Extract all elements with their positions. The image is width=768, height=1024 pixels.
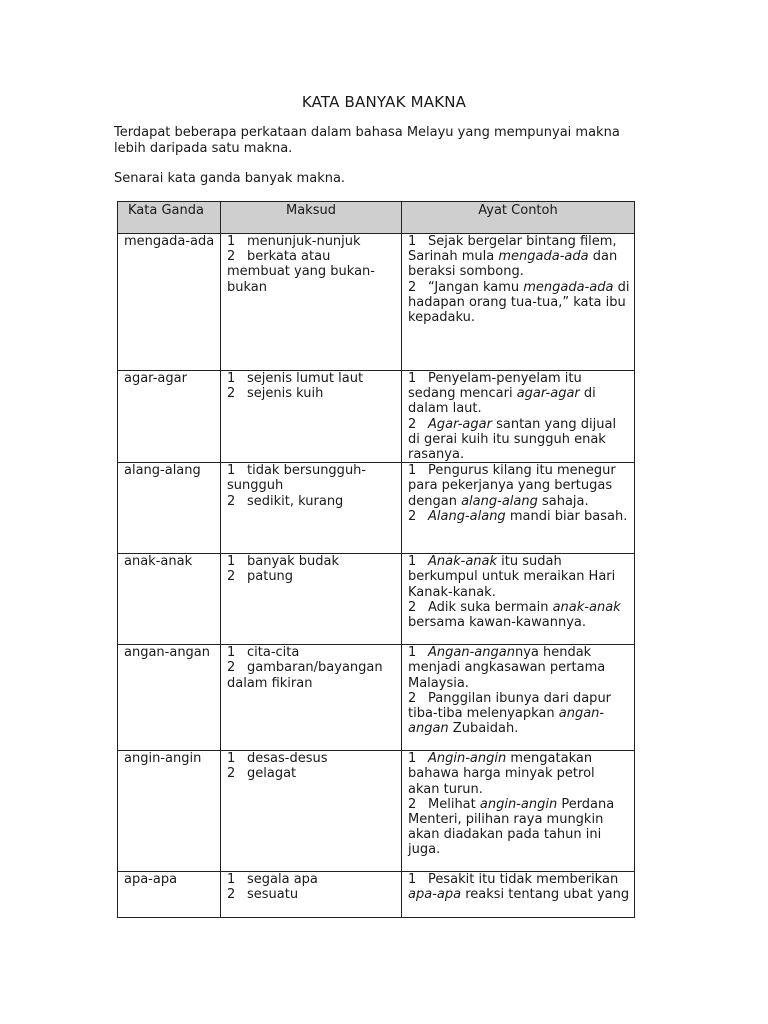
meaning-item: 1 menunjuk-nunjuk xyxy=(227,234,361,249)
cell-word: apa-apa xyxy=(118,872,221,918)
table-header-row xyxy=(118,202,635,234)
cell-example xyxy=(402,371,635,463)
example-sentence: 1 Angan-angannya hendak menjadi angkasawan pertama Malaysia. xyxy=(408,645,606,691)
example-sentence: 1 Angin-angin mengatakan bahawa harga minyak petrol akan turun. xyxy=(408,751,595,797)
table-row xyxy=(118,751,635,872)
cell-example xyxy=(402,645,635,751)
table-row xyxy=(118,872,635,918)
word-table xyxy=(117,201,635,918)
meaning-item: 2 sejenis kuih xyxy=(227,386,324,402)
header-maksud: Maksud xyxy=(221,202,402,234)
header-kata-ganda: Kata Ganda xyxy=(118,202,221,234)
table-row xyxy=(118,371,635,463)
example-sentence: 1 Pesakit itu tidak memberikan apa-apa reaksi tentang ubat yang xyxy=(408,872,630,903)
cell-meaning xyxy=(221,645,402,751)
table-row xyxy=(118,554,635,645)
document-title: KATA BANYAK MAKNA xyxy=(301,93,467,111)
cell-meaning xyxy=(221,463,402,554)
cell-example xyxy=(402,234,635,371)
cell-word: anak-anak xyxy=(118,554,221,645)
meaning-item: 1 cita-cita xyxy=(227,645,300,661)
meaning-item: 1 banyak budak xyxy=(227,554,340,570)
cell-example xyxy=(402,751,635,872)
cell-meaning xyxy=(221,751,402,872)
header-ayat-contoh: Ayat Contoh xyxy=(402,202,635,234)
cell-word: angin-angin xyxy=(118,751,221,872)
meaning-item: 1 sejenis lumut laut xyxy=(227,371,364,386)
example-sentence: 2 Panggilan ibunya dari dapur tiba-tiba melenyapkan angan-angan Zubaidah. xyxy=(408,690,612,737)
example-sentence: 1 Pengurus kilang itu menegur para pekerjanya yang bertugas dengan alang-alang sahaja. xyxy=(408,463,616,509)
cell-meaning xyxy=(221,554,402,645)
meaning-item: 2 patung xyxy=(227,569,294,585)
meaning-item: 2 gelagat xyxy=(227,766,297,782)
cell-meaning xyxy=(221,371,402,463)
cell-meaning xyxy=(221,872,402,918)
meaning-item: 2 sesuatu xyxy=(227,887,299,903)
list-subtitle: Senarai kata ganda banyak makna. xyxy=(114,171,346,186)
table-row xyxy=(118,463,635,554)
example-sentence: 1 Anak-anak itu sudah berkumpul untuk meraikan Hari Kanak-kanak. xyxy=(408,554,616,600)
meaning-item: 1 desas-desus xyxy=(227,751,328,767)
cell-example xyxy=(402,872,635,918)
cell-meaning xyxy=(221,234,402,371)
cell-word: angan-angan xyxy=(118,645,221,751)
meaning-item: 2 berkata atau membuat yang bukan-bukan xyxy=(227,249,375,295)
meaning-item: 1 segala apa xyxy=(227,872,318,888)
cell-word: mengada-ada xyxy=(118,234,221,371)
meaning-item: 2 gambaran/bayangan dalam fikiran xyxy=(227,660,383,691)
example-sentence: 1 Penyelam-penyelam itu sedang mencari agar-agar di dalam laut. xyxy=(408,371,596,417)
meaning-item: 1 tidak bersungguh-sungguh xyxy=(227,463,367,494)
cell-word: agar-agar xyxy=(118,371,221,463)
cell-example xyxy=(402,463,635,554)
table-row xyxy=(118,645,635,751)
table-row xyxy=(118,234,635,371)
meaning-item: 2 sedikit, kurang xyxy=(227,493,344,509)
cell-example xyxy=(402,554,635,645)
example-sentence: 2 Agar-agar santan yang dijual di gerai kuih itu sungguh enak rasanya. xyxy=(408,416,617,463)
example-sentence: 2 “Jangan kamu mengada-ada di hadapan orang tua-tua,” kata ibu kepadaku. xyxy=(408,279,630,326)
cell-word: alang-alang xyxy=(118,463,221,554)
example-sentence: 2 Adik suka bermain anak-anak bersama kawan-kawannya. xyxy=(408,599,621,631)
intro-paragraph: Terdapat beberapa perkataan dalam bahasa Melayu yang mempunyai makna lebih daripada satu makna. xyxy=(114,125,620,156)
example-sentence: 2 Alang-alang mandi biar basah. xyxy=(408,508,628,524)
example-sentence: 1 Sejak bergelar bintang filem, Sarinah mula mengada-ada dan beraksi sombong. xyxy=(408,234,618,280)
example-sentence: 2 Melihat angin-angin Perdana Menteri, pilihan raya mungkin akan diadakan pada tahun ini juga. xyxy=(408,796,615,858)
